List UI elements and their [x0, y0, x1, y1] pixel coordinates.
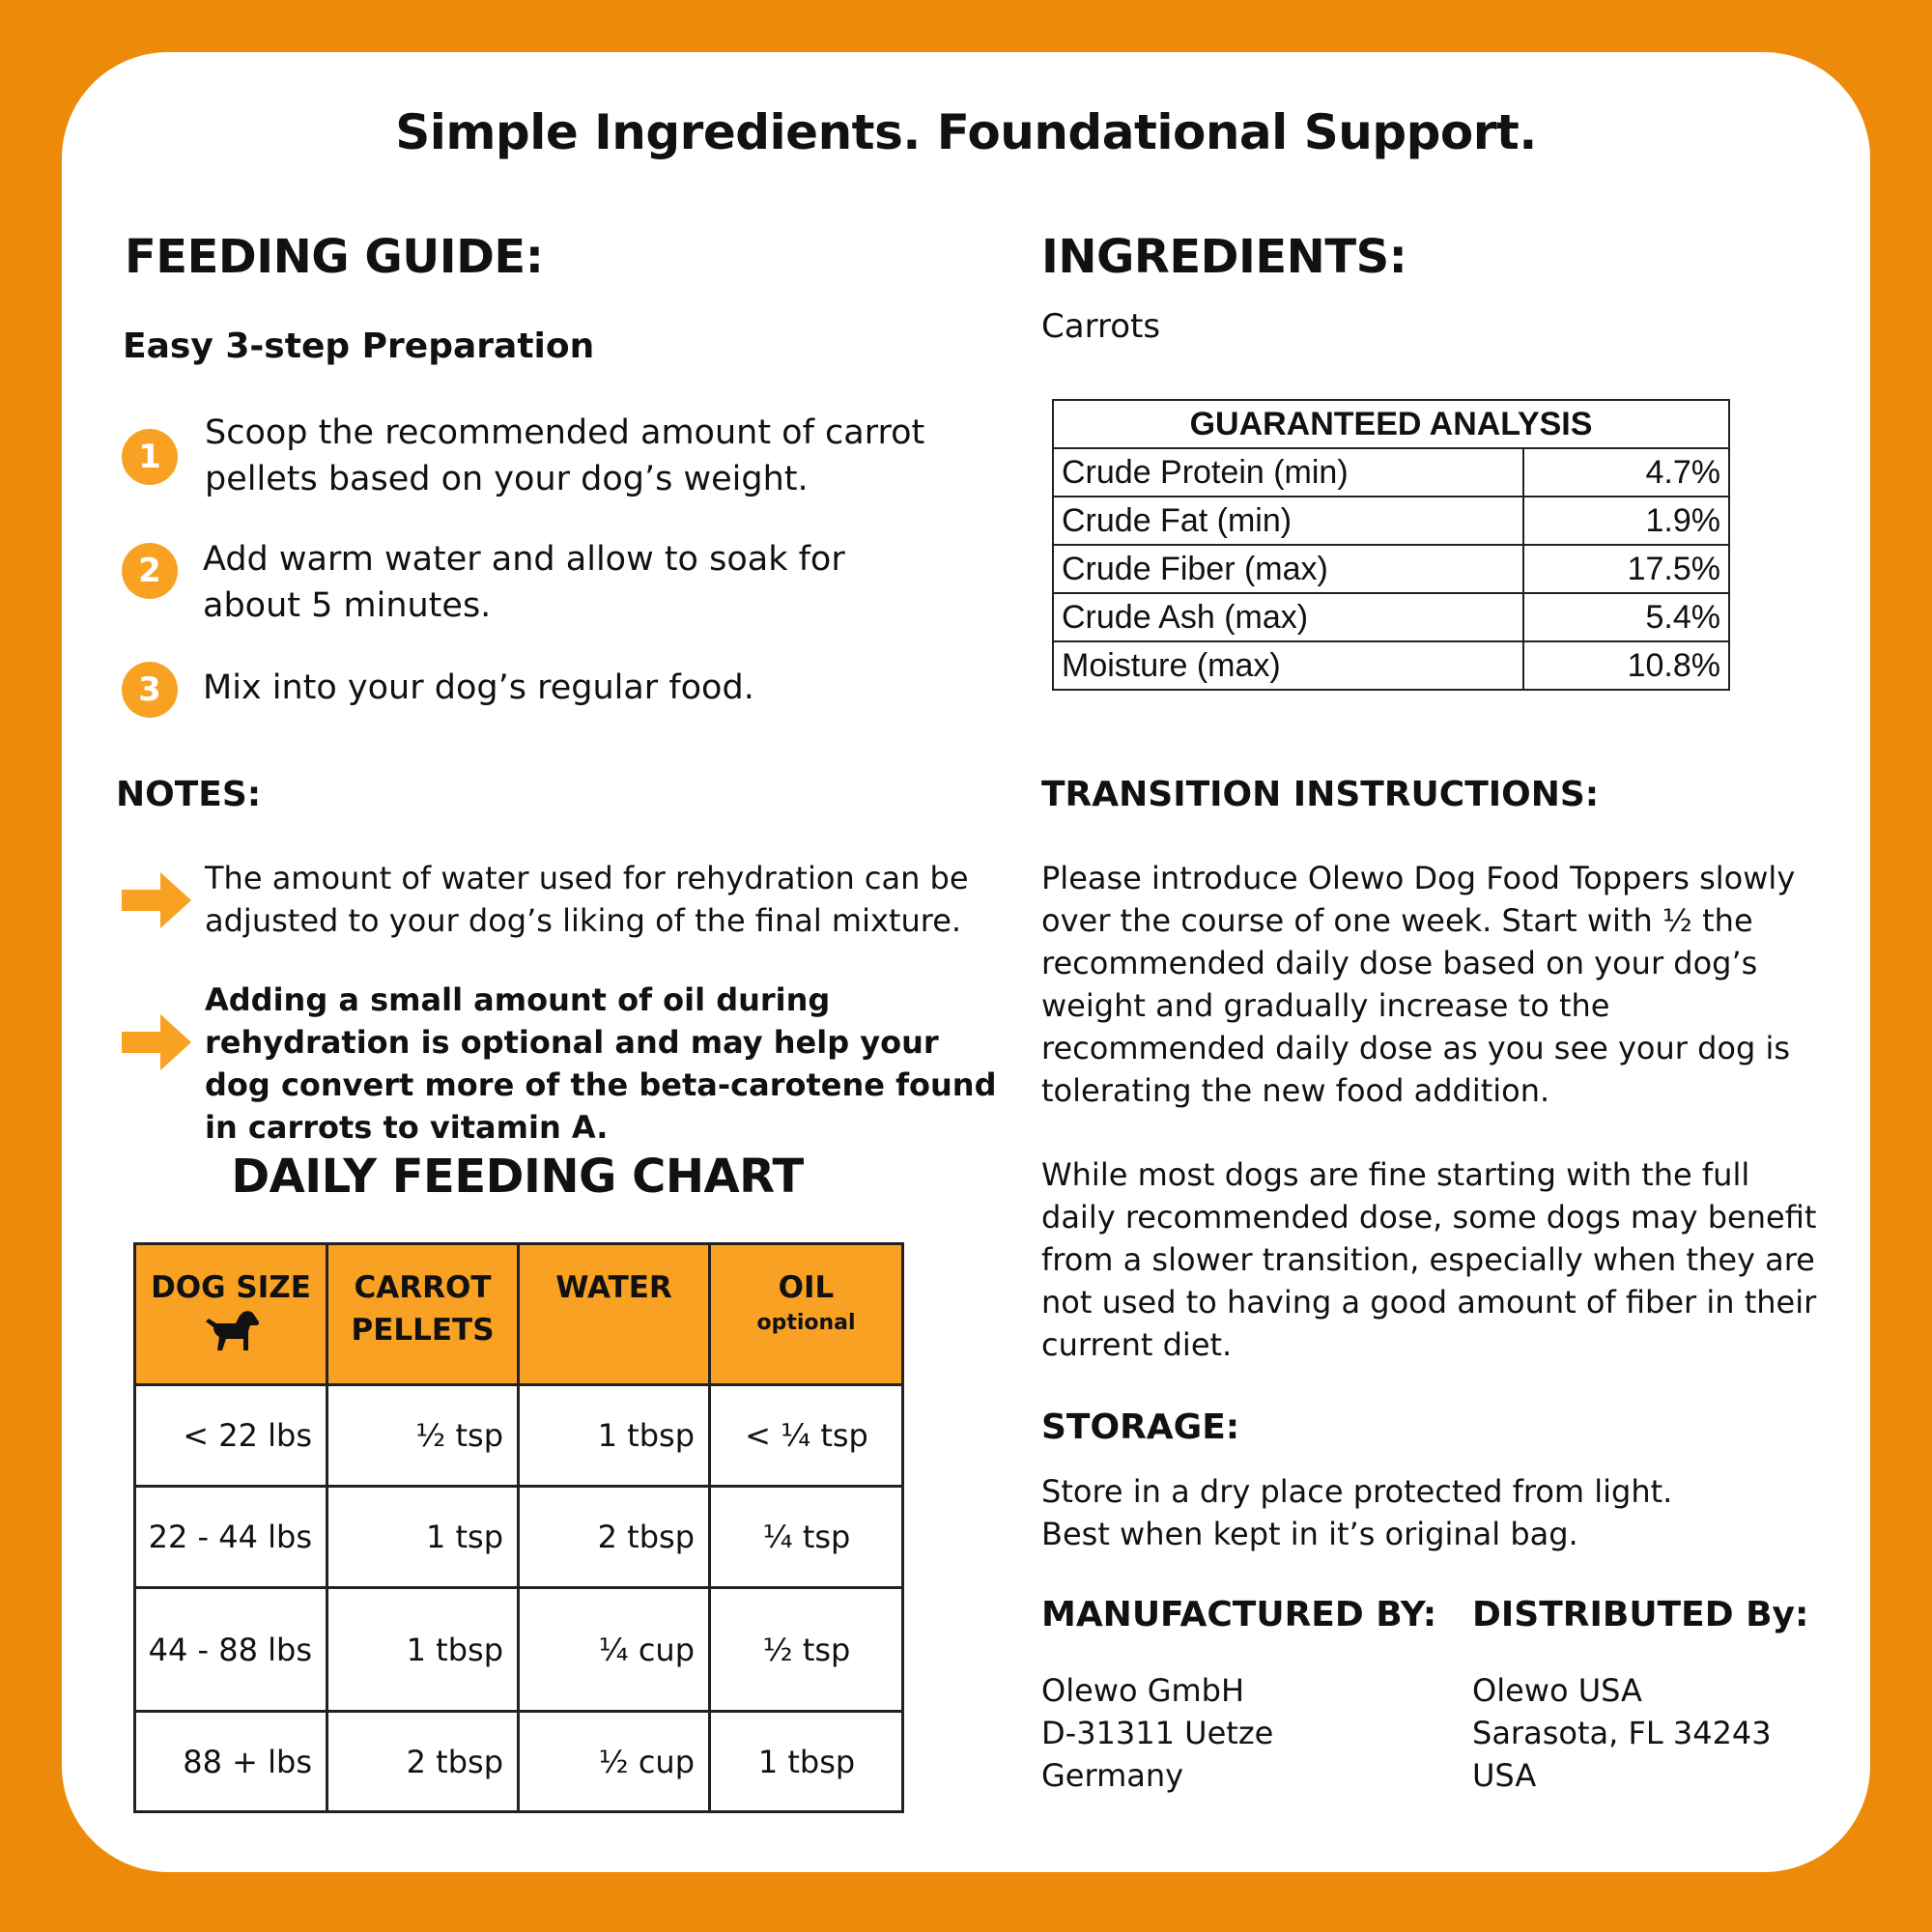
feeding-chart-table: [133, 1242, 904, 1813]
table-row: [135, 1588, 903, 1712]
table-row: [1053, 593, 1729, 641]
distributor-line-1: Olewo USA: [1472, 1672, 1642, 1709]
analysis-value: 17.5%: [1523, 545, 1729, 593]
feeding-chart-title: DAILY FEEDING CHART: [231, 1150, 804, 1204]
step-1-badge: 1: [122, 429, 178, 485]
step-3-badge: 3: [122, 662, 178, 718]
storage-title: STORAGE:: [1041, 1407, 1240, 1447]
analysis-value: 4.7%: [1523, 448, 1729, 497]
note-2-text: Adding a small amount of oil during rehydration is optional and may help your dog convert more of the beta-carotene found in carrots to vitamin A.: [205, 981, 997, 1146]
cell-oil: 1 tbsp: [710, 1712, 903, 1812]
cell-water: 1 tbsp: [519, 1385, 710, 1487]
manufactured-by-title: MANUFACTURED BY:: [1041, 1595, 1437, 1634]
manufacturer-line-2: D-31311 Uetze: [1041, 1715, 1274, 1751]
cell-oil: ¼ tsp: [710, 1487, 903, 1588]
analysis-label: Crude Protein (min): [1053, 448, 1523, 497]
analysis-label: Crude Ash (max): [1053, 593, 1523, 641]
cell-oil: < ¼ tsp: [710, 1385, 903, 1487]
distributor-line-2: Sarasota, FL 34243: [1472, 1715, 1772, 1751]
table-row: [1053, 545, 1729, 593]
feeding-guide-title: FEEDING GUIDE:: [125, 230, 544, 284]
table-row: [1053, 641, 1729, 690]
cell-dog-size: 44 - 88 lbs: [135, 1588, 327, 1712]
analysis-value: 1.9%: [1523, 497, 1729, 545]
cell-dog-size: 22 - 44 lbs: [135, 1487, 327, 1588]
header-oil-note: optional: [756, 1311, 856, 1335]
table-row: [135, 1712, 903, 1812]
notes-title: NOTES:: [116, 775, 262, 814]
transition-paragraph-1: Please introduce Olewo Dog Food Toppers slowly over the course of one week. Start with ½ the recommended daily dose based on your dog’s weight and gradually increase to the recommended daily dose as you see your dog is tolerating the new food addition.: [1041, 860, 1796, 1109]
feeding-guide-subtitle: Easy 3-step Preparation: [123, 327, 595, 366]
step-2-text: Add warm water and allow to soak for about 5 minutes.: [203, 540, 845, 625]
table-row: [1053, 497, 1729, 545]
analysis-value: 10.8%: [1523, 641, 1729, 690]
storage-line-2: Best when kept in it’s original bag.: [1041, 1516, 1578, 1552]
header-oil-label: OIL: [778, 1270, 835, 1305]
manufacturer-line-1: Olewo GmbH: [1041, 1672, 1245, 1709]
header-carrot-pellets: [327, 1244, 519, 1385]
analysis-value: 5.4%: [1523, 593, 1729, 641]
table-row: [135, 1385, 903, 1487]
arrow-right-icon: [122, 872, 191, 928]
step-2-badge: 2: [122, 543, 178, 599]
table-row: [135, 1487, 903, 1588]
step-1-text: Scoop the recommended amount of carrot pellets based on your dog’s weight.: [205, 413, 925, 498]
cell-water: 2 tbsp: [519, 1487, 710, 1588]
cell-water: ½ cup: [519, 1712, 710, 1812]
distributed-by-title: DISTRIBUTED By:: [1472, 1595, 1809, 1634]
manufacturer-line-3: Germany: [1041, 1757, 1184, 1794]
table-row: [1053, 448, 1729, 497]
transition-title: TRANSITION INSTRUCTIONS:: [1041, 775, 1600, 814]
header-water: WATER: [519, 1244, 710, 1385]
arrow-right-icon: [122, 1014, 191, 1070]
cell-pellets: 1 tsp: [327, 1487, 519, 1588]
note-1-text: The amount of water used for rehydration can be adjusted to your dog’s liking of the final mixture.: [205, 860, 969, 939]
cell-oil: ½ tsp: [710, 1588, 903, 1712]
header-carrot-line2: PELLETS: [351, 1313, 495, 1348]
cell-water: ¼ cup: [519, 1588, 710, 1712]
header-dog-size: [135, 1244, 327, 1385]
dog-icon: [200, 1309, 262, 1355]
transition-paragraph-2: While most dogs are fine starting with the full daily recommended dose, some dogs may benefit from a slower transition, especially when they are not used to having a good amount of fiber in their current diet.: [1041, 1156, 1817, 1363]
ingredients-title: INGREDIENTS:: [1041, 230, 1407, 284]
cell-dog-size: < 22 lbs: [135, 1385, 327, 1487]
guaranteed-analysis-title: GUARANTEED ANALYSIS: [1053, 400, 1729, 448]
header-oil: [710, 1244, 903, 1385]
feeding-chart-header-row: [135, 1244, 903, 1385]
analysis-label: Moisture (max): [1053, 641, 1523, 690]
analysis-label: Crude Fiber (max): [1053, 545, 1523, 593]
storage-line-1: Store in a dry place protected from light.: [1041, 1473, 1673, 1510]
guaranteed-analysis-header-row: [1053, 400, 1729, 448]
headline: Simple Ingredients. Foundational Support.: [395, 104, 1537, 160]
cell-pellets: ½ tsp: [327, 1385, 519, 1487]
cell-pellets: 2 tbsp: [327, 1712, 519, 1812]
analysis-label: Crude Fat (min): [1053, 497, 1523, 545]
header-dog-size-label: DOG SIZE: [151, 1270, 311, 1305]
header-carrot-line1: CARROT: [354, 1270, 492, 1305]
cell-dog-size: 88 + lbs: [135, 1712, 327, 1812]
step-3-text: Mix into your dog’s regular food.: [203, 668, 754, 707]
guaranteed-analysis-table: [1052, 399, 1730, 691]
distributor-line-3: USA: [1472, 1757, 1537, 1794]
cell-pellets: 1 tbsp: [327, 1588, 519, 1712]
ingredients-text: Carrots: [1041, 307, 1161, 346]
